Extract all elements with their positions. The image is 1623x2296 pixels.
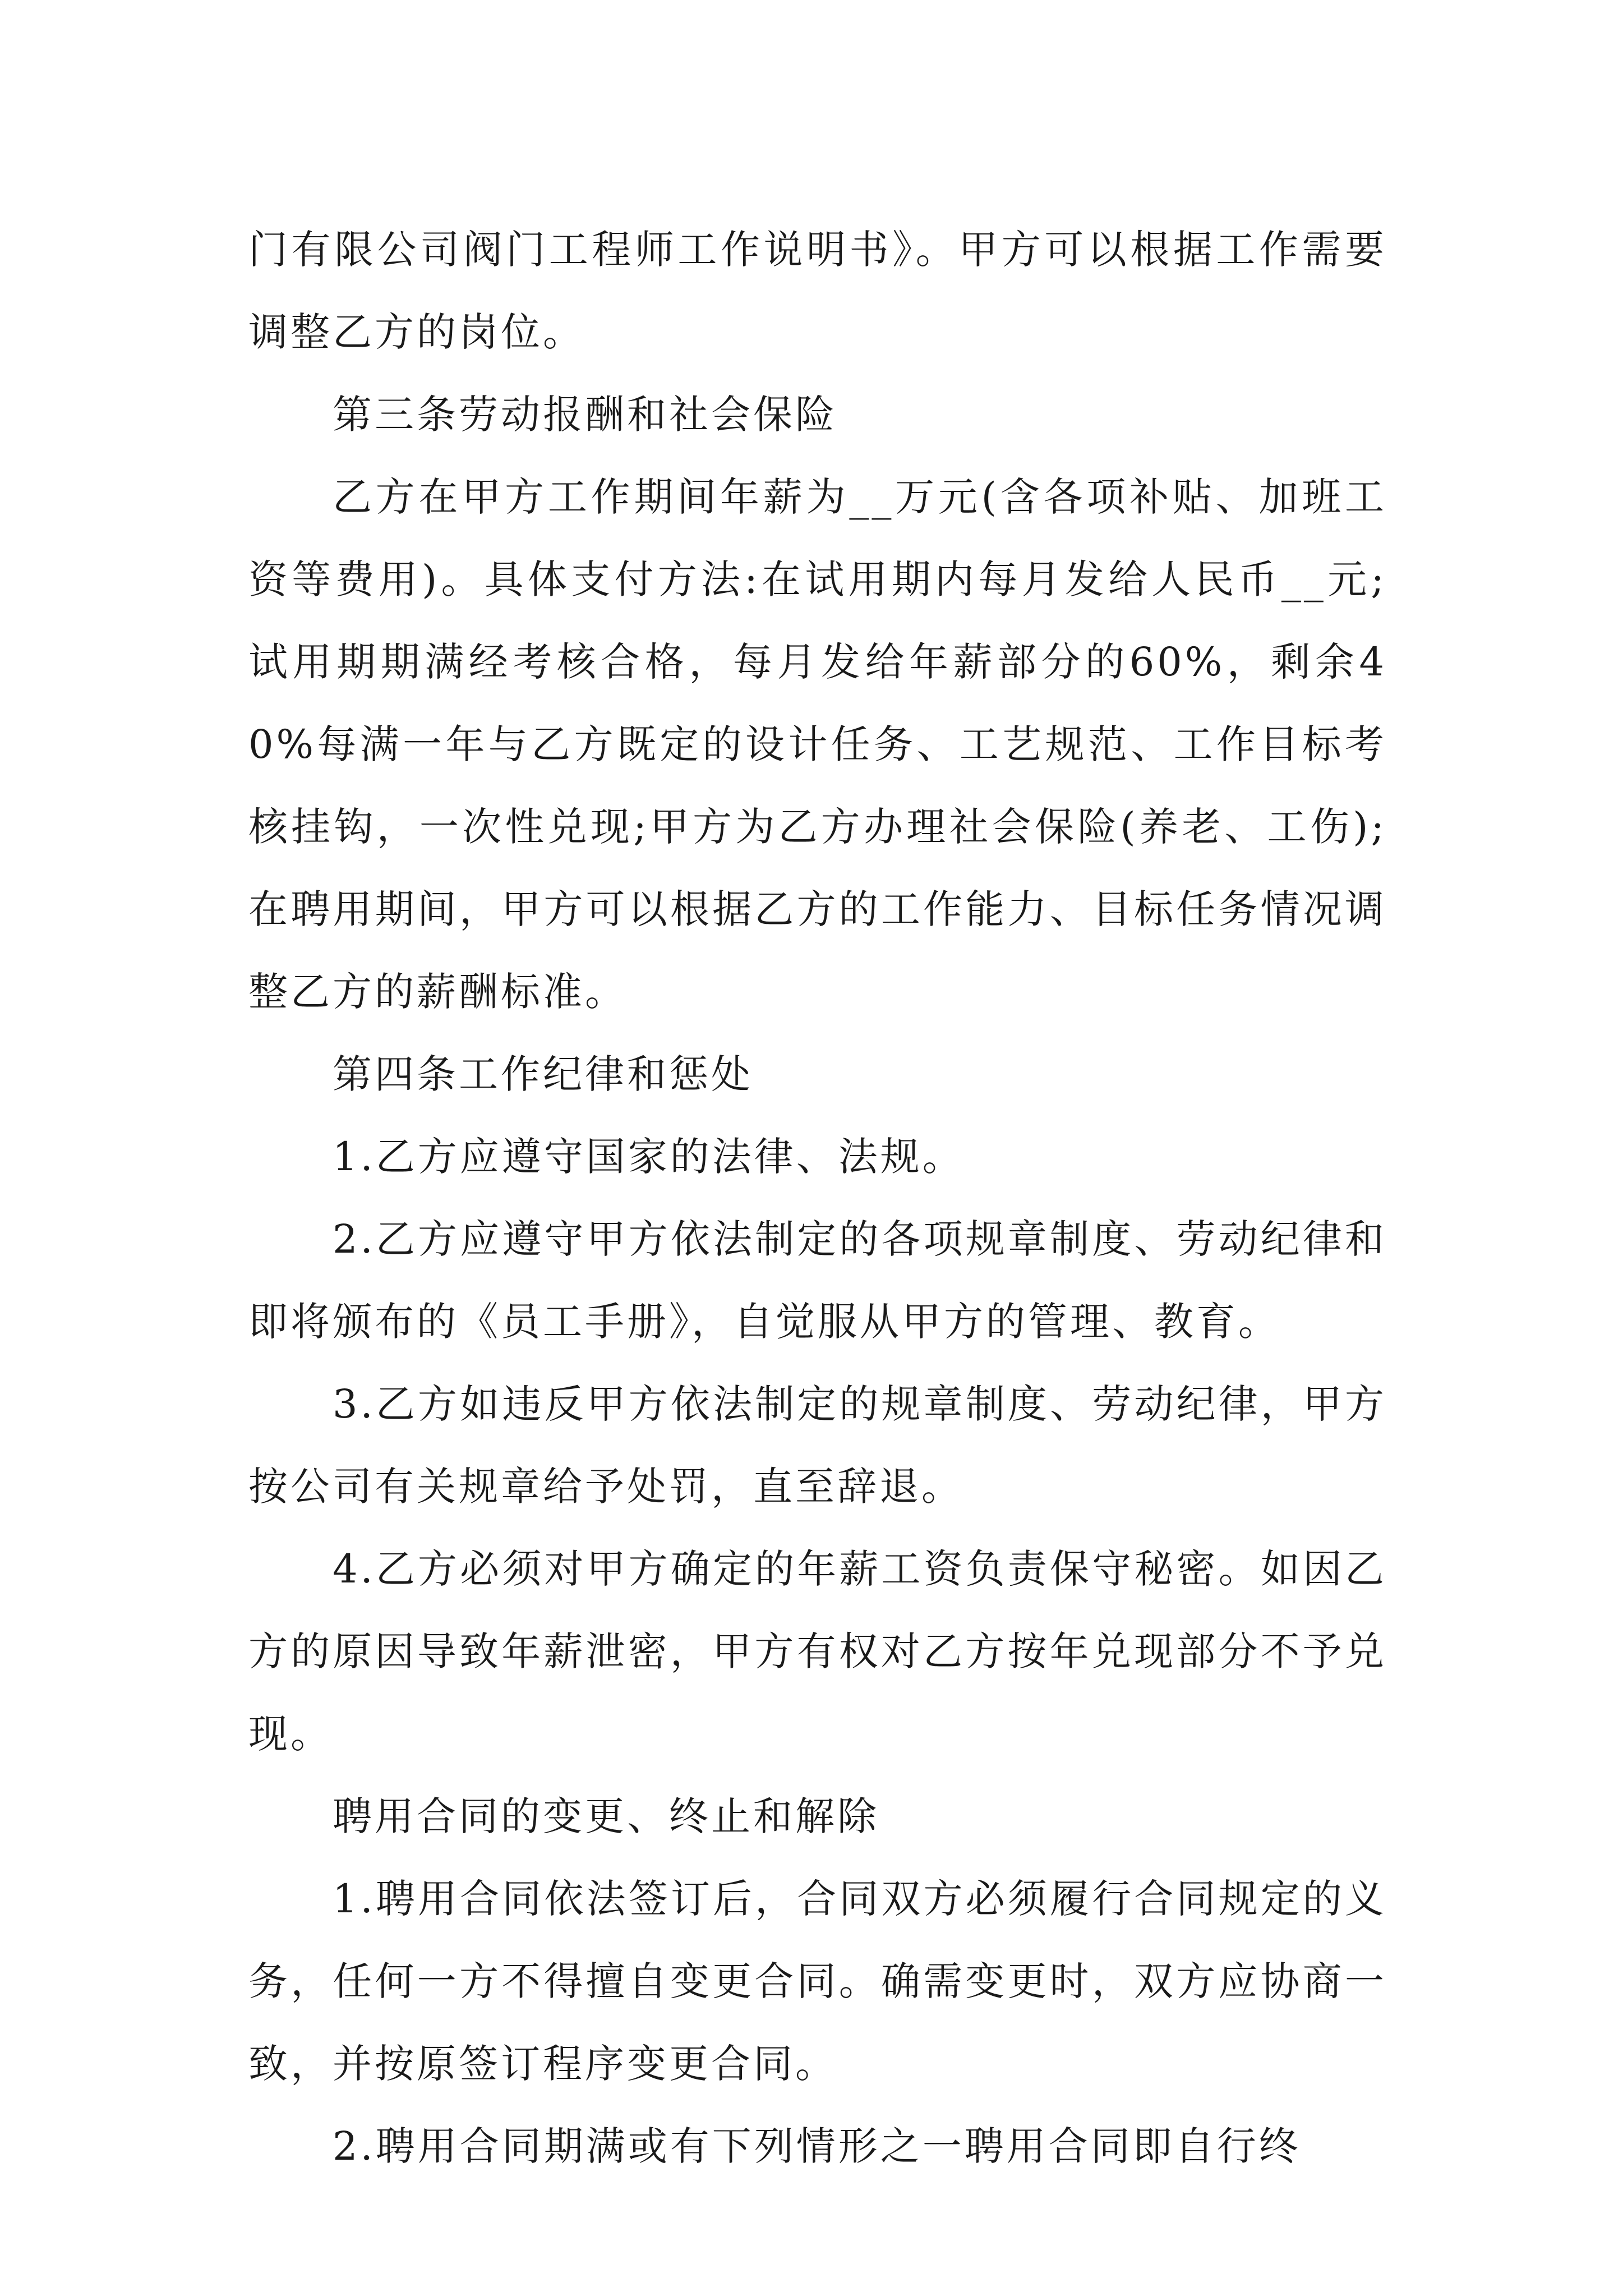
- document-body: [248, 209, 1387, 2188]
- discipline-item-2: 2.乙方应遵守甲方依法制定的各项规章制度、劳动纪律和即将颁布的《员工手册》，自觉服从甲方的管理、教育。: [248, 1216, 1387, 1345]
- discipline-item-4: 4.乙方必须对甲方确定的年薪工资负责保守秘密。如因乙方的原因导致年薪泄密，甲方有权对乙方按年兑现部分不予兑现。: [248, 1546, 1387, 1757]
- paragraph-1: 门有限公司阀门工程师工作说明书》。甲方可以根据工作需要调整乙方的岗位。: [248, 227, 1387, 355]
- section-heading-3: 第三条劳动报酬和社会保险: [333, 392, 837, 438]
- discipline-item-3: 3.乙方如违反甲方依法制定的规章制度、劳动纪律，甲方按公司有关规章给予处罚，直至辞退。: [248, 1381, 1387, 1510]
- section-heading-contract-change: 聘用合同的变更、终止和解除: [333, 1793, 879, 1839]
- contract-item-2: 2.聘用合同期满或有下列情形之一聘用合同即自行终: [333, 2123, 1301, 2169]
- discipline-item-1: 1.乙方应遵守国家的法律、法规。: [333, 1134, 965, 1180]
- contract-item-1: 1.聘用合同依法签订后，合同双方必须履行合同规定的义务，任何一方不得擅自变更合同。确需变更时，双方应协商一致，并按原签订程序变更合同。: [248, 1876, 1387, 2087]
- section-heading-4: 第四条工作纪律和惩处: [333, 1051, 753, 1097]
- paragraph-salary: 乙方在甲方工作期间年薪为__万元(含各项补贴、加班工资等费用)。具体支付方法:在试用期内每月发给人民币__元;试用期期满经考核合格，每月发给年薪部分的60%，剩余40%每满一年与乙方既定的设计任务、工艺规范、工作目标考核挂钩，一次性兑现;甲方为乙方办理社会保险(养老、工伤);在聘用期间，甲方可以根据乙方的工作能力、目标任务情况调整乙方的薪酬标准。: [248, 474, 1387, 1015]
